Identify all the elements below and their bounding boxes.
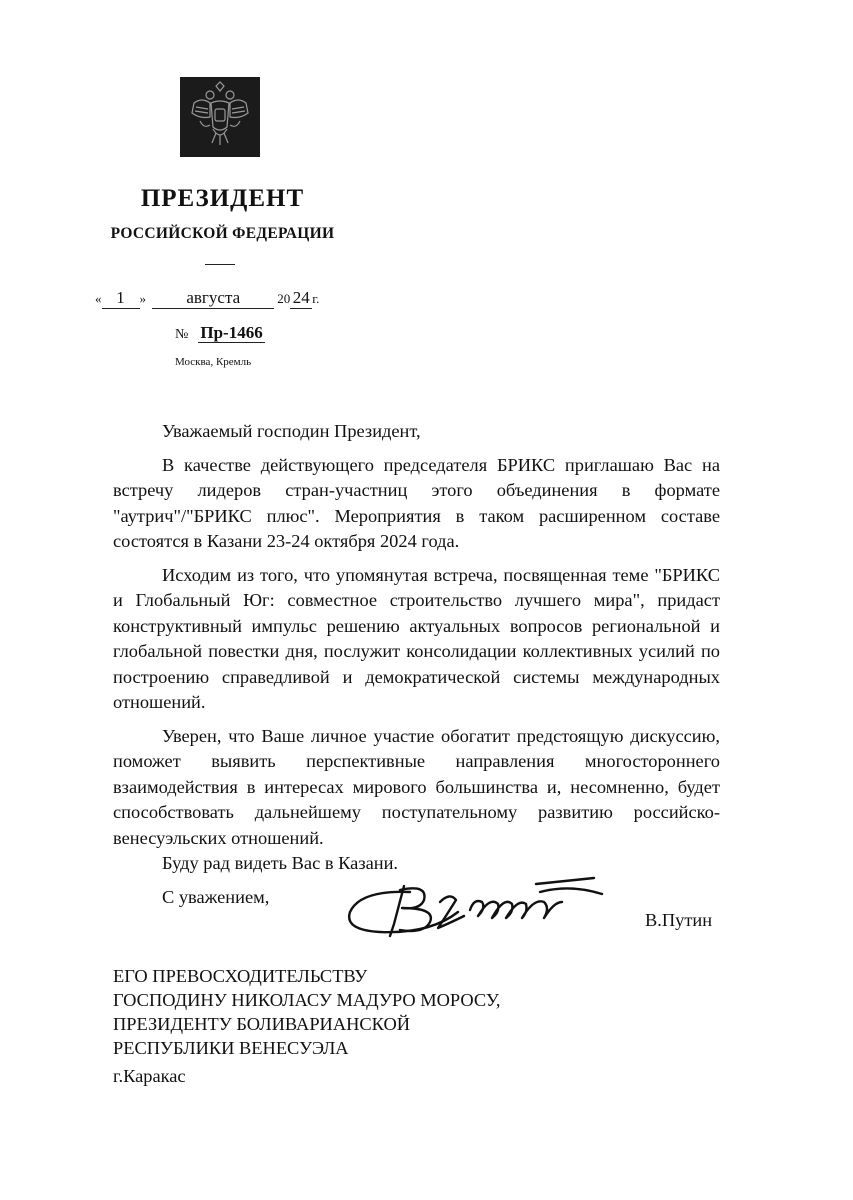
addressee-line: ЕГО ПРЕВОСХОДИТЕЛЬСТВУ: [113, 966, 368, 986]
date-month: августа: [152, 288, 274, 309]
header-divider: [205, 264, 235, 265]
date-close-quote: »: [139, 291, 146, 306]
date-open-quote: «: [95, 291, 102, 306]
handwritten-signature: [340, 872, 615, 942]
date-year-abbr: г.: [312, 291, 320, 306]
addressee-line: ГОСПОДИНУ НИКОЛАСУ МАДУРО МОРОСУ,: [113, 990, 501, 1010]
letter-date: [95, 288, 319, 309]
addressee-line: РЕСПУБЛИКИ ВЕНЕСУЭЛА: [113, 1038, 349, 1058]
date-year-prefix: 20: [277, 291, 291, 306]
body-paragraph: В качестве действующего председателя БРИКС приглашаю Вас на встречу лидеров стран-участниц этого объединения в формате "аутрич"/"БРИКС плюс". Мероприятия в таком расширенном составе состоятся в Казани 23-24 октября 2024 года.: [113, 454, 720, 551]
coat-of-arms-icon: [180, 77, 260, 157]
number-value: Пр-1466: [200, 323, 263, 342]
header-subtitle: РОССИЙСКОЙ ФЕДЕРАЦИИ: [110, 225, 335, 242]
number-sign: №: [175, 327, 189, 342]
body-paragraph: Буду рад видеть Вас в Казани.: [162, 853, 399, 873]
issue-place: Москва, Кремль: [175, 356, 252, 368]
signer-name: В.Путин: [645, 910, 713, 930]
body-paragraph: Уверен, что Ваше личное участие обогатит предстоящую дискуссию, поможет выявить перспективные направления многостороннего взаимодействия в интересах мирового большинства и, несомненно, будет способствовать дальнейшему поступательному развитию российско-венесуэльских отношений.: [113, 725, 720, 848]
addressee-city: г.Каракас: [113, 1066, 186, 1086]
date-day: 1: [102, 288, 140, 309]
header-title: ПРЕЗИДЕНТ: [140, 185, 305, 212]
document-number: [175, 323, 265, 343]
salutation: Уважаемый господин Президент,: [162, 421, 421, 441]
body-paragraph: Исходим из того, что упомянутая встреча, посвященная теме "БРИКС и Глобальный Юг: совместное строительство лучшего мира", придаст конструктивный импульс решению актуальных вопросов региональной и глобальной повестки дня, послужит консолидации коллективных усилий по построению справедливой и демократической системы международных отношений.: [113, 564, 720, 712]
letter-body: [113, 419, 720, 910]
date-year-suffix: 24: [290, 288, 312, 309]
addressee-block: [113, 964, 501, 1060]
addressee-line: ПРЕЗИДЕНТУ БОЛИВАРИАНСКОЙ: [113, 1014, 411, 1034]
closing: С уважением,: [162, 886, 270, 907]
